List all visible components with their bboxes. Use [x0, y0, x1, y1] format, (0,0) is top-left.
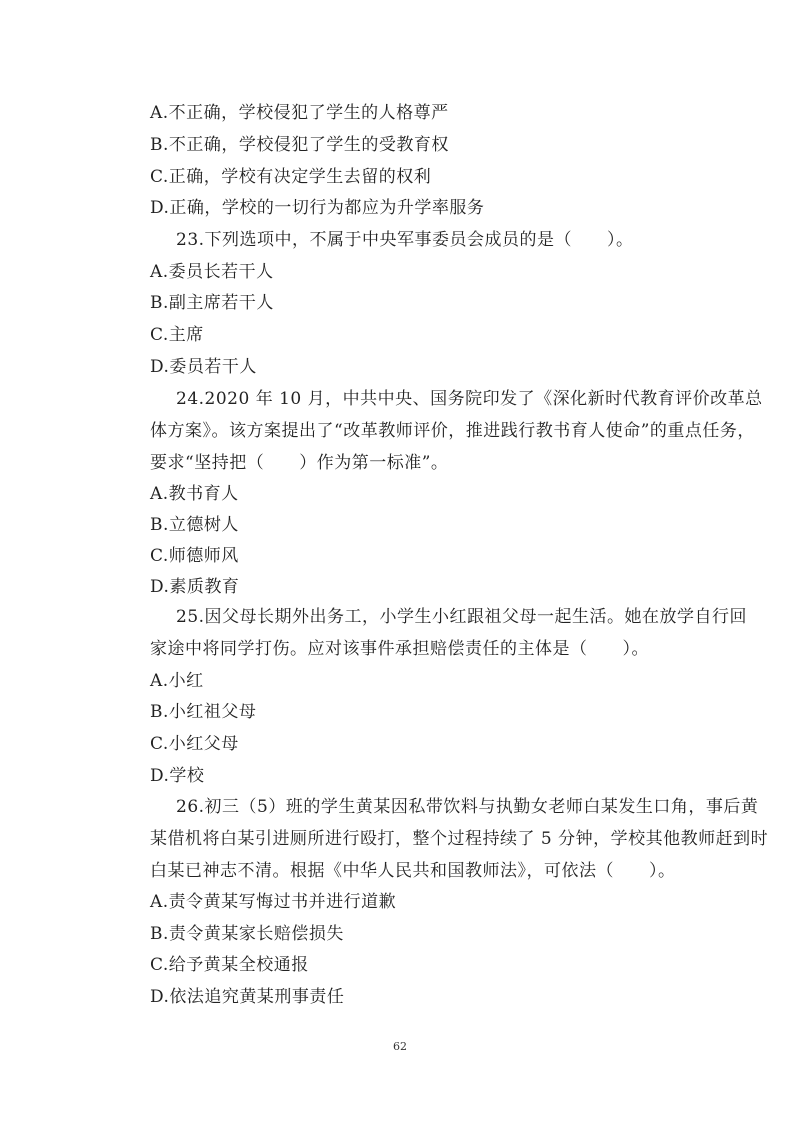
- page-number: 62: [393, 1040, 407, 1053]
- q23-option-d: D.委员若干人: [150, 357, 257, 377]
- q26-stem-line-2: 某借机将白某引进厕所进行殴打，整个过程持续了 5 分钟，学校其他教师赶到时: [150, 829, 769, 849]
- q24-option-c: C.师德师风: [150, 546, 239, 566]
- q24-option-b: B.立德树人: [150, 515, 239, 535]
- q26-option-b: B.责令黄某家长赔偿损失: [150, 924, 344, 944]
- q24-stem-line-3: 要求“坚持把（ ）作为第一标准”。: [150, 453, 449, 473]
- q23-option-c: C.主席: [150, 325, 204, 345]
- q23-option-a: A.委员长若干人: [150, 262, 274, 282]
- q26-option-d: D.依法追究黄某刑事责任: [150, 987, 345, 1007]
- q22-option-b: B.不正确，学校侵犯了学生的受教育权: [150, 135, 449, 155]
- q25-option-c: C.小红父母: [150, 734, 239, 754]
- q23-option-b: B.副主席若干人: [150, 293, 274, 313]
- q23-stem: 23.下列选项中，不属于中央军事委员会成员的是（ ）。: [176, 230, 634, 250]
- q26-option-c: C.给予黄某全校通报: [150, 955, 309, 975]
- q22-option-d: D.正确，学校的一切行为都应为升学率服务: [150, 198, 485, 218]
- q25-option-a: A.小红: [150, 671, 204, 691]
- q24-option-a: A.教书育人: [150, 484, 239, 504]
- q25-stem-line-1: 25.因父母长期外出务工，小学生小红跟祖父母一起生活。她在放学自行回: [176, 607, 748, 627]
- q24-stem-line-1: 24.2020 年 10 月，中共中央、国务院印发了《深化新时代教育评价改革总: [176, 389, 763, 409]
- q22-option-a: A.不正确，学校侵犯了学生的人格尊严: [150, 103, 449, 123]
- q25-option-d: D.学校: [150, 766, 205, 786]
- q26-stem-line-1: 26.初三（5）班的学生黄某因私带饮料与执勤女老师白某发生口角，事后黄: [176, 797, 759, 817]
- q24-stem-line-2: 体方案》。该方案提出了“改革教师评价，推进践行教书育人使命”的重点任务，: [150, 421, 755, 441]
- q26-option-a: A.责令黄某写悔过书并进行道歉: [150, 892, 397, 912]
- q25-option-b: B.小红祖父母: [150, 702, 257, 722]
- q25-stem-line-2: 家途中将同学打伤。应对该事件承担赔偿责任的主体是（ ）。: [150, 639, 649, 659]
- q22-option-c: C.正确，学校有决定学生去留的权利: [150, 167, 432, 187]
- q26-stem-line-3: 白某已神志不清。根据《中华人民共和国教师法》，可依法（ ）。: [150, 861, 676, 881]
- q24-option-d: D.素质教育: [150, 577, 240, 597]
